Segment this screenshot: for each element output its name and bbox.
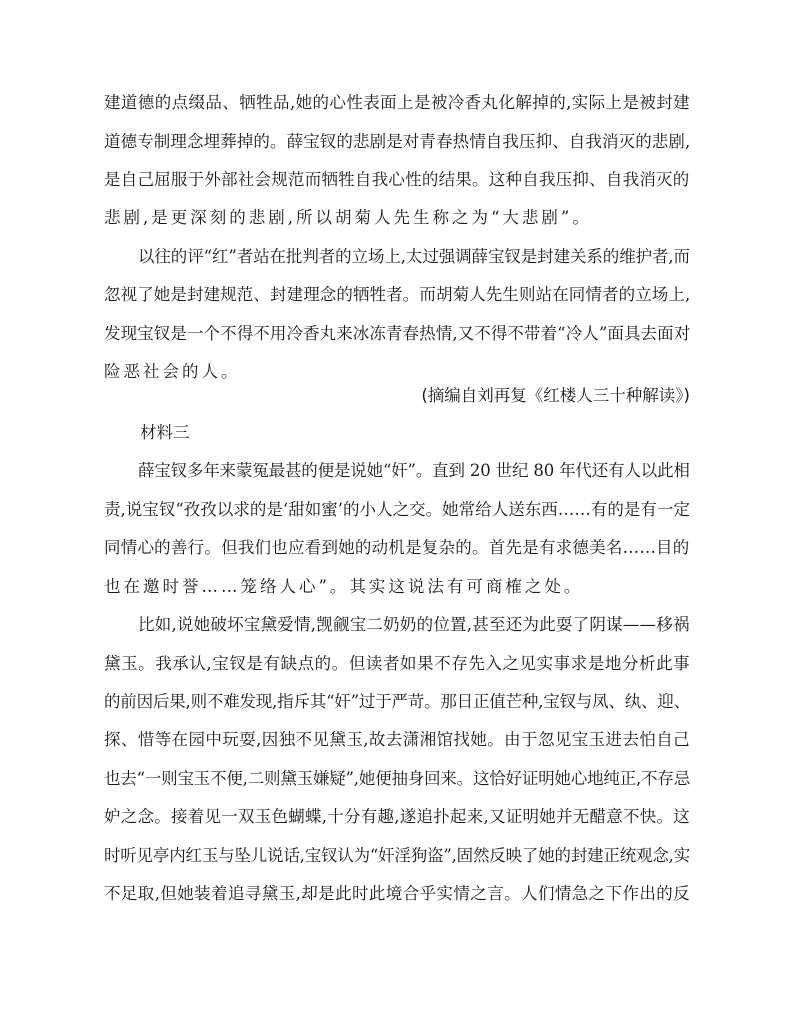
paragraph-1-line-1: 建道德的点缀品、牺牲品,她的心性表面上是被冷香丸化解掉的,实际上是被封建 — [104, 93, 691, 112]
paragraph-4-line-3: 的前因后果,则不难发现,指斥其“奸”过于严苛。那日正值芒种,宝钗与凤、纨、迎、 — [104, 692, 691, 711]
paragraph-1-line-2: 道德专制理念埋葬掉的。薛宝钗的悲剧是对青春热情自我压抑、自我消灭的悲剧, — [104, 132, 691, 151]
paragraph-4-line-6: 妒之念。接着见一双玉色蝴蝶,十分有趣,遂追扑起来,又证明她并无醋意不快。这 — [104, 807, 690, 826]
paragraph-4-line-4: 探、惜等在园中玩耍,因独不见黛玉,故去潇湘馆找她。由于忽见宝玉进去怕自己 — [104, 730, 691, 749]
paragraph-2-line-2: 忽视了她是封建规范、封建理念的牺牲者。而胡菊人先生则站在同情者的立场上, — [104, 285, 691, 304]
paragraph-3-line-2: 责,说宝钗“孜孜以求的是‘甜如蜜’的小人之交。她常给人送东西……有的是有一定 — [104, 500, 690, 519]
paragraph-2-line-3: 发现宝钗是一个不得不用冷香丸来冰冻青春热情,又不得不带着“冷人”面具去面对 — [104, 324, 691, 343]
section-heading: 材料三 — [140, 423, 190, 442]
paragraph-3-line-3: 同情心的善行。但我们也应看到她的动机是复杂的。首先是有求德美名……目的 — [104, 538, 690, 557]
paragraph-2-line-1: 以往的评“红”者站在批判者的立场上,太过强调薛宝钗是封建关系的维护者,而 — [138, 247, 690, 266]
paragraph-2-line-4: 险恶社会的人。 — [104, 362, 241, 381]
paragraph-4-line-8: 不足取,但她装着追寻黛玉,却是此时此境合乎实情之言。人们情急之下作出的反 — [104, 884, 691, 903]
paragraph-4-line-2: 黛玉。我承认,宝钗是有缺点的。但读者如果不存先入之见实事求是地分析此事 — [104, 654, 691, 673]
paragraph-4-line-5: 也去“一则宝玉不便,二则黛玉嫌疑”,她便抽身回来。这恰好证明她心地纯正,不存忌 — [104, 769, 691, 788]
paragraph-1-line-3: 是自己屈服于外部社会规范而牺牲自我心性的结果。这种自我压抑、自我消灭的 — [104, 170, 690, 189]
paragraph-4-line-7: 时听见亭内红玉与坠儿说话,宝钗认为“奸淫狗盗”,固然反映了她的封建正统观念,实 — [104, 846, 691, 865]
source-attribution: (摘编自刘再复《红楼人三十种解读》) — [421, 386, 690, 405]
paragraph-1-line-4: 悲剧,是更深刻的悲剧,所以胡菊人先生称之为“大悲剧”。 — [104, 208, 592, 227]
paragraph-3-line-1: 薛宝钗多年来蒙冤最甚的便是说她“奸”。直到 20 世纪 80 年代还有人以此相 — [138, 461, 690, 480]
paragraph-3-line-4: 也在邀时誉……笼络人心”。其实这说法有可商榷之处。 — [104, 577, 584, 596]
paragraph-4-line-1: 比如,说她破坏宝黛爱情,觊觎宝二奶奶的位置,甚至还为此耍了阴谋——移祸 — [138, 615, 690, 634]
